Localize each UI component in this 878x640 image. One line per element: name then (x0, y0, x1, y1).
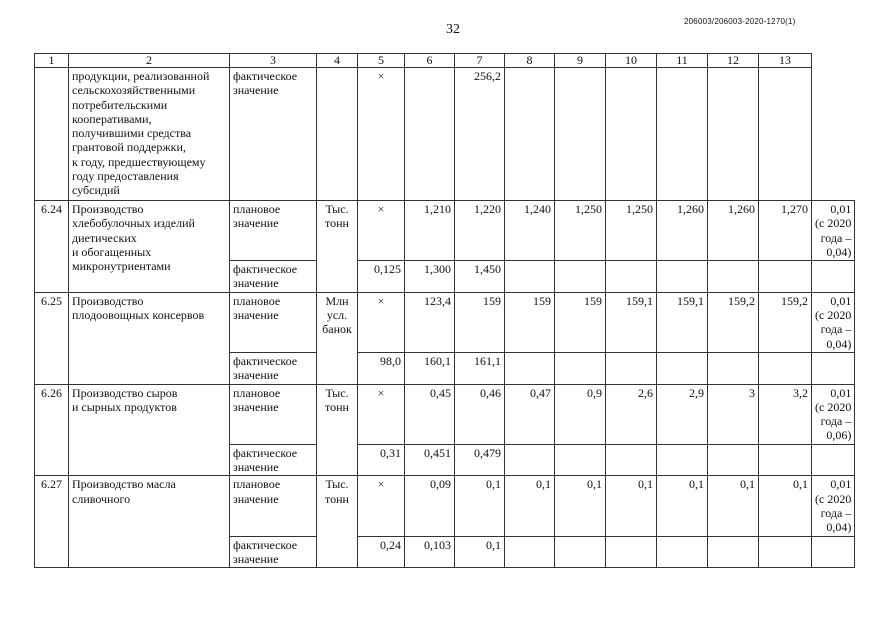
table-row-plan (35, 292, 855, 352)
document-id: 206003/206003-2020-1270(1) (684, 17, 796, 26)
value-cell (555, 352, 606, 384)
value-cell: 0,1 (759, 476, 812, 536)
value-cell (505, 68, 555, 201)
value-cell: 0,125 (358, 261, 405, 293)
column-number-9: 9 (555, 54, 606, 68)
value-cell (708, 444, 759, 476)
value-cell (812, 352, 855, 384)
unit-cell: Тыс. тонн (317, 476, 358, 568)
value-cell (555, 444, 606, 476)
value-cell (708, 352, 759, 384)
value-type-label: плановое значение (230, 292, 317, 352)
value-cell (657, 68, 708, 201)
table-row-plan (35, 201, 855, 261)
value-cell (555, 68, 606, 201)
value-cell: 0,45 (405, 384, 455, 444)
page-number: 32 (446, 22, 460, 37)
column-number-2: 2 (69, 54, 230, 68)
value-type-label: фактическое значение (230, 261, 317, 293)
value-cell: 98,0 (358, 352, 405, 384)
value-cell: 0,103 (405, 536, 455, 568)
value-cell: 0,09 (405, 476, 455, 536)
value-type-label: плановое значение (230, 476, 317, 536)
value-cell: 0,01 (с 2020 года – 0,04) (812, 292, 855, 352)
value-cell: 0,479 (455, 444, 505, 476)
value-cell: 0,24 (358, 536, 405, 568)
value-cell: 159 (455, 292, 505, 352)
value-cell: 1,270 (759, 201, 812, 261)
column-number-11: 11 (657, 54, 708, 68)
value-cell (657, 536, 708, 568)
value-cell: 0,9 (555, 384, 606, 444)
unit-cell: Тыс. тонн (317, 384, 358, 476)
value-cell: 0,47 (505, 384, 555, 444)
value-cell: 160,1 (405, 352, 455, 384)
row-number (35, 68, 69, 201)
value-cell (505, 536, 555, 568)
column-number-7: 7 (455, 54, 505, 68)
value-cell (759, 261, 812, 293)
value-cell (505, 261, 555, 293)
value-cell: 0,1 (555, 476, 606, 536)
value-cell (759, 68, 812, 201)
column-number-4: 4 (317, 54, 358, 68)
unit-cell: Тыс. тонн (317, 201, 358, 293)
value-cell: 0,1 (606, 476, 657, 536)
indicators-table (34, 53, 855, 568)
column-number-10: 10 (606, 54, 657, 68)
value-cell (759, 536, 812, 568)
value-type-label: фактическое значение (230, 68, 317, 201)
value-cell (759, 352, 812, 384)
value-cell: 159 (555, 292, 606, 352)
value-cell: 1,240 (505, 201, 555, 261)
column-number-row (35, 54, 855, 68)
column-number-6: 6 (405, 54, 455, 68)
value-cell (405, 68, 455, 201)
value-type-label: фактическое значение (230, 352, 317, 384)
indicator-name: Производство плодоовощных консервов (69, 292, 230, 384)
row-number: 6.26 (35, 384, 69, 476)
value-cell: × (358, 68, 405, 201)
value-cell (708, 536, 759, 568)
value-type-label: фактическое значение (230, 536, 317, 568)
value-cell: 256,2 (455, 68, 505, 201)
indicator-name: Производство хлебобулочных изделий диетических и обогащенных микронутриентами (69, 201, 230, 293)
value-cell (606, 444, 657, 476)
table-row-plan (35, 384, 855, 444)
value-cell (606, 261, 657, 293)
row-number: 6.25 (35, 292, 69, 384)
value-cell: 1,300 (405, 261, 455, 293)
value-cell: 3 (708, 384, 759, 444)
value-cell (657, 261, 708, 293)
value-cell: 1,250 (555, 201, 606, 261)
value-cell (657, 444, 708, 476)
value-cell: 0,1 (657, 476, 708, 536)
value-type-label: плановое значение (230, 201, 317, 261)
value-cell: 0,1 (455, 476, 505, 536)
indicator-name: Производство масла сливочного (69, 476, 230, 568)
value-cell (708, 68, 759, 201)
value-cell: 161,1 (455, 352, 505, 384)
value-cell: 0,01 (с 2020 года – 0,04) (812, 476, 855, 536)
row-number: 6.24 (35, 201, 69, 293)
column-number-3: 3 (230, 54, 317, 68)
value-cell: 1,260 (708, 201, 759, 261)
value-cell (759, 444, 812, 476)
value-cell: 0,1 (455, 536, 505, 568)
value-cell: 0,01 (с 2020 года – 0,06) (812, 384, 855, 444)
column-number-5: 5 (358, 54, 405, 68)
value-cell: 1,260 (657, 201, 708, 261)
value-cell (505, 352, 555, 384)
value-cell: 159 (505, 292, 555, 352)
column-number-12: 12 (708, 54, 759, 68)
indicator-name: продукции, реализованной сельскохозяйственными потребительскими кооперативами, получившими средства грантовой поддержки, к году, предшествующему году предоставления субсидий (69, 68, 230, 201)
value-cell: 1,210 (405, 201, 455, 261)
table-row-plan (35, 476, 855, 536)
value-cell (812, 444, 855, 476)
value-cell: × (358, 476, 405, 536)
value-cell: × (358, 292, 405, 352)
value-cell: 159,1 (606, 292, 657, 352)
value-cell: 159,1 (657, 292, 708, 352)
value-cell (606, 68, 657, 201)
unit-cell (317, 68, 358, 201)
value-cell: 123,4 (405, 292, 455, 352)
column-number-13: 13 (759, 54, 812, 68)
value-cell (812, 261, 855, 293)
value-cell: 2,6 (606, 384, 657, 444)
value-cell: × (358, 384, 405, 444)
value-cell (657, 352, 708, 384)
value-cell: 0,46 (455, 384, 505, 444)
column-number-8: 8 (505, 54, 555, 68)
value-cell (606, 536, 657, 568)
row-number: 6.27 (35, 476, 69, 568)
value-cell: 0,451 (405, 444, 455, 476)
value-cell: 0,1 (505, 476, 555, 536)
indicator-name: Производство сыров и сырных продуктов (69, 384, 230, 476)
value-cell: 159,2 (759, 292, 812, 352)
value-cell (812, 536, 855, 568)
value-cell: 159,2 (708, 292, 759, 352)
value-cell: 3,2 (759, 384, 812, 444)
value-cell: 0,01 (с 2020 года – 0,04) (812, 201, 855, 261)
column-number-1: 1 (35, 54, 69, 68)
value-cell (555, 261, 606, 293)
value-cell (606, 352, 657, 384)
unit-cell: Млн усл. банок (317, 292, 358, 384)
value-cell: 0,31 (358, 444, 405, 476)
value-type-label: плановое значение (230, 384, 317, 444)
value-cell: 1,250 (606, 201, 657, 261)
value-cell: × (358, 201, 405, 261)
value-cell (555, 536, 606, 568)
value-cell: 1,450 (455, 261, 505, 293)
value-cell (708, 261, 759, 293)
value-cell: 2,9 (657, 384, 708, 444)
table-row (35, 68, 855, 201)
value-cell: 1,220 (455, 201, 505, 261)
value-cell: 0,1 (708, 476, 759, 536)
value-cell (505, 444, 555, 476)
value-type-label: фактическое значение (230, 444, 317, 476)
